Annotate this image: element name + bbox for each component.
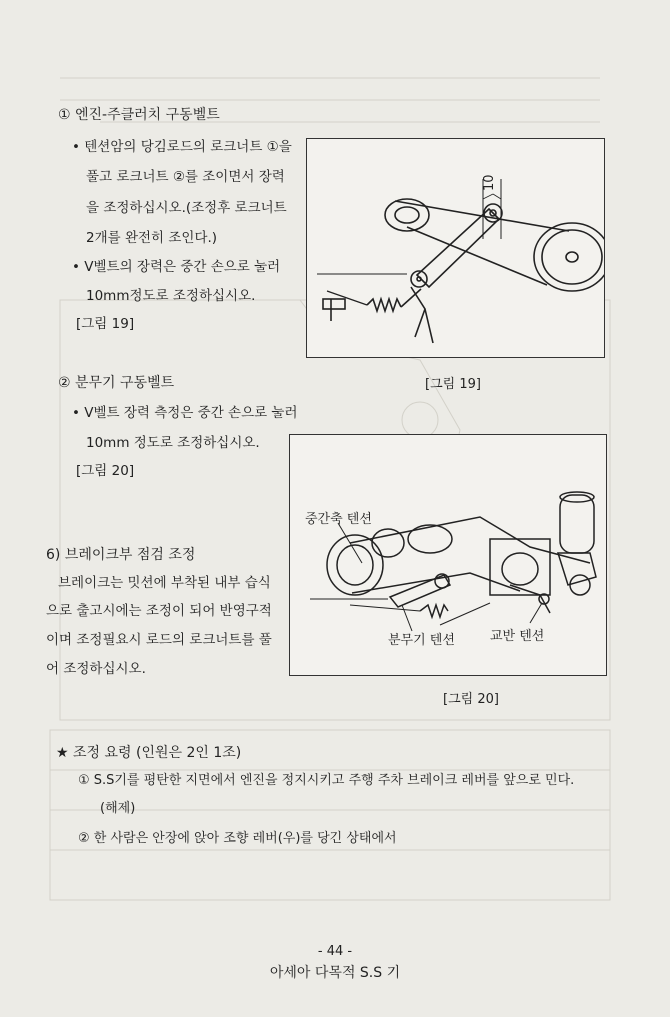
- page-number: - 44 -: [317, 944, 353, 959]
- section-2-heading: ② 분무기 구동벨트: [58, 375, 175, 391]
- section-1-heading: ① 엔진-주클러치 구동벨트: [58, 107, 220, 123]
- stirrer-tension-label: 교반 텐션: [490, 629, 545, 644]
- section-1-line: 풀고 로크너트 ②를 조이면서 장력: [86, 169, 285, 185]
- section-6-line: 브레이크는 밋션에 부착된 내부 습식: [58, 575, 271, 591]
- section-2-figure-ref: [그림 20]: [76, 463, 135, 479]
- section-1-line: 을 조정하십시오.(조정후 로크너트: [86, 200, 287, 216]
- figure-20-caption: [그림 20]: [443, 692, 499, 707]
- section-6-line: 이며 조정필요시 로드의 로크너트를 풀: [46, 632, 272, 648]
- belt-tension-diagram-19: [307, 139, 604, 357]
- procedure-step-note: (해제): [100, 801, 136, 816]
- procedure-title: ★ 조정 요령 (인원은 2인 1조): [56, 745, 242, 761]
- footer-title: 아세아 다목적 S.S 기: [269, 965, 401, 981]
- section-1-figure-ref: [그림 19]: [76, 316, 135, 332]
- section-1-line: • V벨트의 장력은 중간 손으로 눌러: [72, 259, 281, 275]
- section-6-heading: 6) 브레이크부 점검 조정: [46, 547, 196, 563]
- figure-19-caption: [그림 19]: [425, 377, 481, 392]
- section-2-line: 10mm 정도로 조정하십시오.: [86, 435, 260, 451]
- procedure-step: ② 한 사람은 안장에 앉아 조향 레버(우)를 당긴 상태에서: [78, 831, 397, 846]
- section-1-line: 10mm정도로 조정하십시오.: [86, 288, 256, 304]
- dimension-label: 10: [482, 174, 497, 191]
- section-1-line: • 텐션암의 당김로드의 로크너트 ①을: [72, 139, 292, 155]
- section-2-line: • V벨트 장력 측정은 중간 손으로 눌러: [72, 405, 298, 421]
- sprayer-tension-label: 분무기 텐션: [388, 633, 455, 648]
- procedure-step: ① S.S기를 평탄한 지면에서 엔진을 정지시키고 주행 주차 브레이크 레버를 앞으로 민다.: [78, 773, 575, 788]
- section-6-line: 어 조정하십시오.: [46, 661, 146, 677]
- figure-20: [289, 434, 607, 676]
- section-1-line: 2개를 완전히 조인다.): [86, 230, 218, 246]
- figure-19: [306, 138, 605, 358]
- section-6-line: 으로 출고시에는 조정이 되어 반영구적: [46, 603, 272, 619]
- middle-tension-label: 중간축 텐션: [305, 512, 372, 527]
